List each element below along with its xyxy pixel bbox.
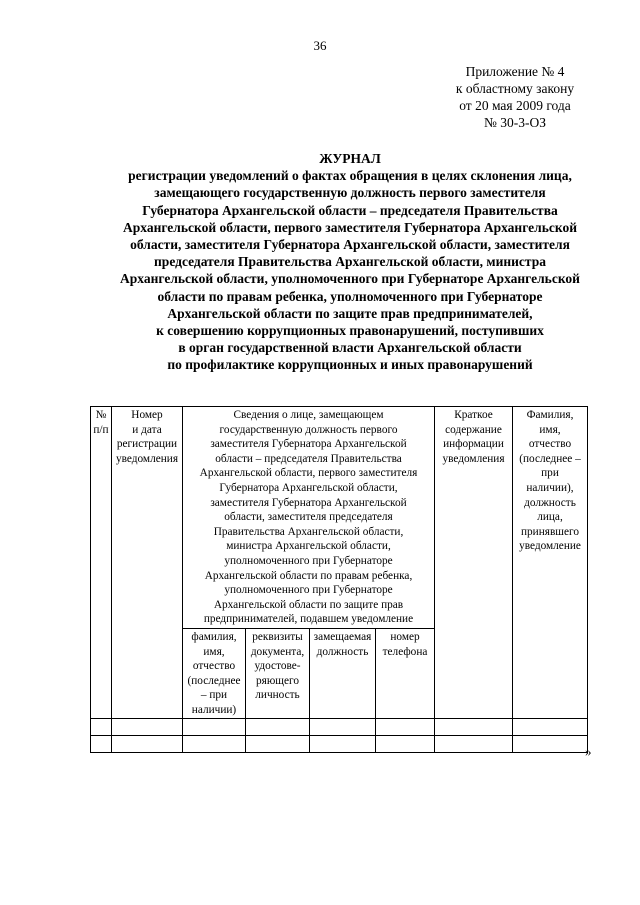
header-text-line: телефона (382, 645, 428, 658)
header-text-line: Губернатора Архангельской области, (219, 481, 398, 494)
header-text-line: отчество (192, 660, 236, 673)
header-text-line: (последнее – (519, 452, 581, 465)
header-sub-document (246, 628, 310, 719)
header-text-line: фамилия, (191, 630, 237, 643)
title-line: в орган государственной власти Архангельской области (178, 340, 522, 356)
header-text-line: п/п (93, 423, 109, 436)
header-text-line: уведомления (442, 452, 505, 465)
header-text-line: информации (443, 438, 504, 451)
table-cell[interactable] (112, 736, 183, 753)
header-person-info (183, 407, 435, 629)
title-line: области, заместителя Губернатора Архангельской области, заместителя (130, 237, 570, 253)
header-text-line: уполномоченного при Губернаторе (224, 584, 393, 597)
header-text-line: номер (390, 630, 420, 643)
header-summary (435, 407, 513, 719)
header-text-line: замещаемая (313, 630, 372, 643)
table-cell[interactable] (310, 719, 376, 736)
title-line: Архангельской области, уполномоченного при Губернаторе Архангельской (120, 271, 580, 287)
header-text-line: документа, (250, 645, 305, 658)
header-text-line: Правительства Архангельской области, (213, 525, 404, 538)
header-text-line: № (95, 409, 107, 421)
title-line: Губернатора Архангельской области – председателя Правительства (142, 202, 558, 218)
table-cell[interactable] (246, 719, 310, 736)
journal-heading: ЖУРНАЛ (319, 151, 381, 166)
title-line: Архангельской области по защите прав предпринимателей, (167, 305, 533, 321)
table-cell[interactable] (310, 736, 376, 753)
appendix-line: от 20 мая 2009 года (459, 98, 571, 113)
header-text-line: (последнее (187, 674, 241, 687)
title-line: регистрации уведомлений о фактах обращения в целях склонения лица, (128, 168, 572, 184)
header-text-line: Архангельской области по защите прав (213, 598, 404, 611)
register-table (90, 406, 588, 753)
header-sub-phone (376, 628, 435, 719)
title-line: области по правам ребенка, уполномоченного при Губернаторе (157, 288, 543, 304)
journal-title (60, 150, 640, 374)
table-cell[interactable] (183, 736, 246, 753)
header-text-line: ряющего (256, 674, 299, 687)
appendix-line: к областному закону (455, 81, 575, 96)
appendix-line: № 30-3-ОЗ (483, 115, 546, 130)
header-text-line: заместителя Губернатора Архангельской (210, 496, 407, 509)
appendix-line: Приложение № 4 (465, 64, 565, 79)
header-text-line: наличии), (526, 481, 574, 494)
header-text-line: области, заместителя председателя (224, 511, 393, 524)
header-text-line: предпринимателей, подавшем уведомление (203, 613, 414, 626)
header-text-line: должность (316, 645, 369, 658)
table-cell[interactable] (91, 719, 112, 736)
header-text-line: имя, (539, 423, 561, 436)
header-text-line: должность (524, 496, 576, 509)
table-cell[interactable] (376, 719, 435, 736)
header-text-line: имя, (203, 645, 225, 658)
header-text-line: принявшего (520, 525, 580, 538)
header-text-line: министра Архангельской области, (226, 540, 391, 553)
title-line: к совершению коррупционных правонарушений, поступивших (156, 323, 544, 339)
table-cell[interactable] (376, 736, 435, 753)
register-table-wrap (90, 406, 588, 753)
table-row (91, 719, 588, 736)
header-num (91, 407, 112, 719)
header-sub-name (183, 628, 246, 719)
title-line: Архангельской области, первого заместителя Губернатора Архангельской (123, 219, 577, 235)
header-text-line: заместителя Губернатора Архангельской (210, 438, 407, 451)
header-text-line: Архангельской области по правам ребенка, (204, 569, 413, 582)
header-text-line: регистрации (116, 438, 178, 451)
header-registration (112, 407, 183, 719)
closing-quote: » (585, 744, 592, 759)
header-text-line: при (541, 467, 559, 480)
header-text-line: наличии) (191, 703, 237, 716)
header-text-line: уведомления (115, 452, 179, 465)
header-text-line: Архангельской области, первого заместителя (199, 467, 418, 480)
table-cell[interactable] (246, 736, 310, 753)
header-text-line: лица, (537, 511, 563, 524)
header-text-line: Сведения о лице, замещающем (233, 409, 384, 421)
header-text-line: уполномоченного при Губернаторе (224, 554, 393, 567)
header-text-line: – при (200, 689, 228, 702)
appendix-header (430, 63, 600, 131)
header-text-line: государственную должность первого (219, 423, 398, 436)
header-row-main (91, 407, 588, 629)
header-receiver (513, 407, 588, 719)
table-cell[interactable] (91, 736, 112, 753)
table-cell[interactable] (183, 719, 246, 736)
header-text-line: реквизиты (252, 630, 303, 643)
header-text-line: Фамилия, (526, 409, 574, 421)
table-cell[interactable] (112, 719, 183, 736)
header-text-line: отчество (528, 438, 572, 451)
table-cell[interactable] (435, 736, 513, 753)
table-cell[interactable] (435, 719, 513, 736)
table-row (91, 736, 588, 753)
table-cell[interactable] (513, 719, 588, 736)
header-text-line: области – председателя Правительства (215, 452, 402, 465)
header-text-line: и дата (132, 423, 162, 436)
title-line: председателя Правительства Архангельской области, министра (154, 254, 546, 270)
header-text-line: Краткое (454, 409, 493, 421)
header-text-line: содержание (445, 423, 502, 436)
title-line: замещающего государственную должность первого заместителя (154, 185, 546, 201)
title-line: по профилактике коррупционных и иных правонарушений (167, 357, 533, 373)
header-text-line: удостове- (254, 660, 301, 673)
header-text-line: уведомление (519, 540, 581, 553)
header-text-line: Номер (131, 409, 163, 421)
table-cell[interactable] (513, 736, 588, 753)
header-text-line: личность (255, 689, 300, 702)
header-sub-position (310, 628, 376, 719)
page-number: 36 (313, 38, 327, 53)
